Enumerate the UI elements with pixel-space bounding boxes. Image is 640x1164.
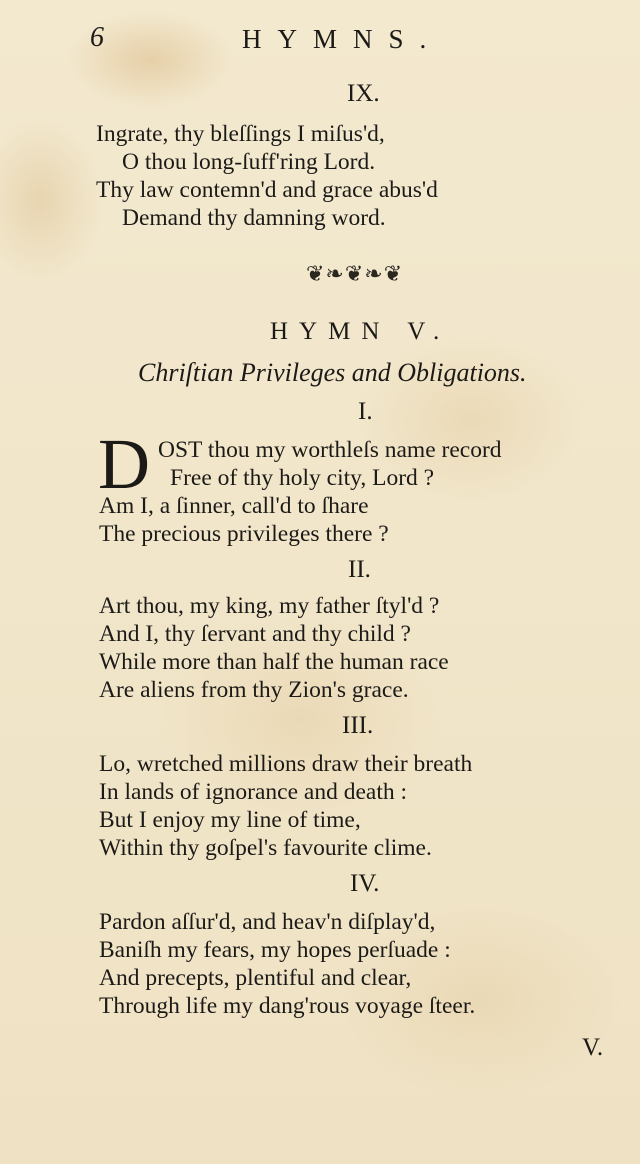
verse-line: Pardon aſſur'd, and heav'n diſplay'd, xyxy=(99,909,436,935)
verse-line: Are aliens from thy Zion's grace. xyxy=(99,677,409,703)
verse-line: Lo, wretched millions draw their breath xyxy=(99,751,473,777)
verse-line: But I enjoy my line of time, xyxy=(99,807,361,833)
catchword: V. xyxy=(582,1034,604,1061)
ornament-divider: ❦❧❦❧❦ xyxy=(306,262,404,287)
verse-line: While more than half the human race xyxy=(99,649,449,675)
verse-line: Within thy goſpel's favourite clime. xyxy=(99,835,432,861)
verse-line: Am I, a ſinner, call'd to ſhare xyxy=(99,493,369,519)
hymn-subtitle: Chriſtian Privileges and Obligations. xyxy=(138,358,527,387)
verse-line: Through life my dang'rous voyage ſteer. xyxy=(99,993,476,1019)
page-number: 6 xyxy=(90,22,104,53)
drop-capital: D xyxy=(98,424,150,504)
stanza-numeral-ii: II. xyxy=(348,556,371,583)
verse-line: Baniſh my fears, my hopes perſuade : xyxy=(99,937,451,963)
stanza-numeral-iii: III. xyxy=(342,712,374,739)
verse-line: And precepts, plentiful and clear, xyxy=(99,965,412,991)
verse-line: OST thou my worthleſs name record xyxy=(158,437,502,463)
verse-line: Art thou, my king, my father ſtyl'd ? xyxy=(99,593,440,619)
verse-line: Thy law contemn'd and grace abus'd xyxy=(96,177,438,203)
verse-line: Demand thy damning word. xyxy=(122,205,386,231)
stanza-numeral-iv: IV. xyxy=(350,870,380,897)
verse-line: In lands of ignorance and death : xyxy=(99,779,408,805)
verse-line: And I, thy ſervant and thy child ? xyxy=(99,621,411,647)
verse-line: Free of thy holy city, Lord ? xyxy=(170,465,435,491)
stanza-numeral-i: I. xyxy=(358,398,373,425)
running-title: HYMNS. xyxy=(242,24,443,54)
verse-line: The precious privileges there ? xyxy=(99,521,389,547)
verse-line: Ingrate, thy bleſſings I miſus'd, xyxy=(96,121,385,147)
hymn-title: HYMN V. xyxy=(270,318,451,345)
stanza-numeral-ix: IX. xyxy=(347,80,380,107)
verse-line: O thou long-ſuff'ring Lord. xyxy=(122,149,376,175)
